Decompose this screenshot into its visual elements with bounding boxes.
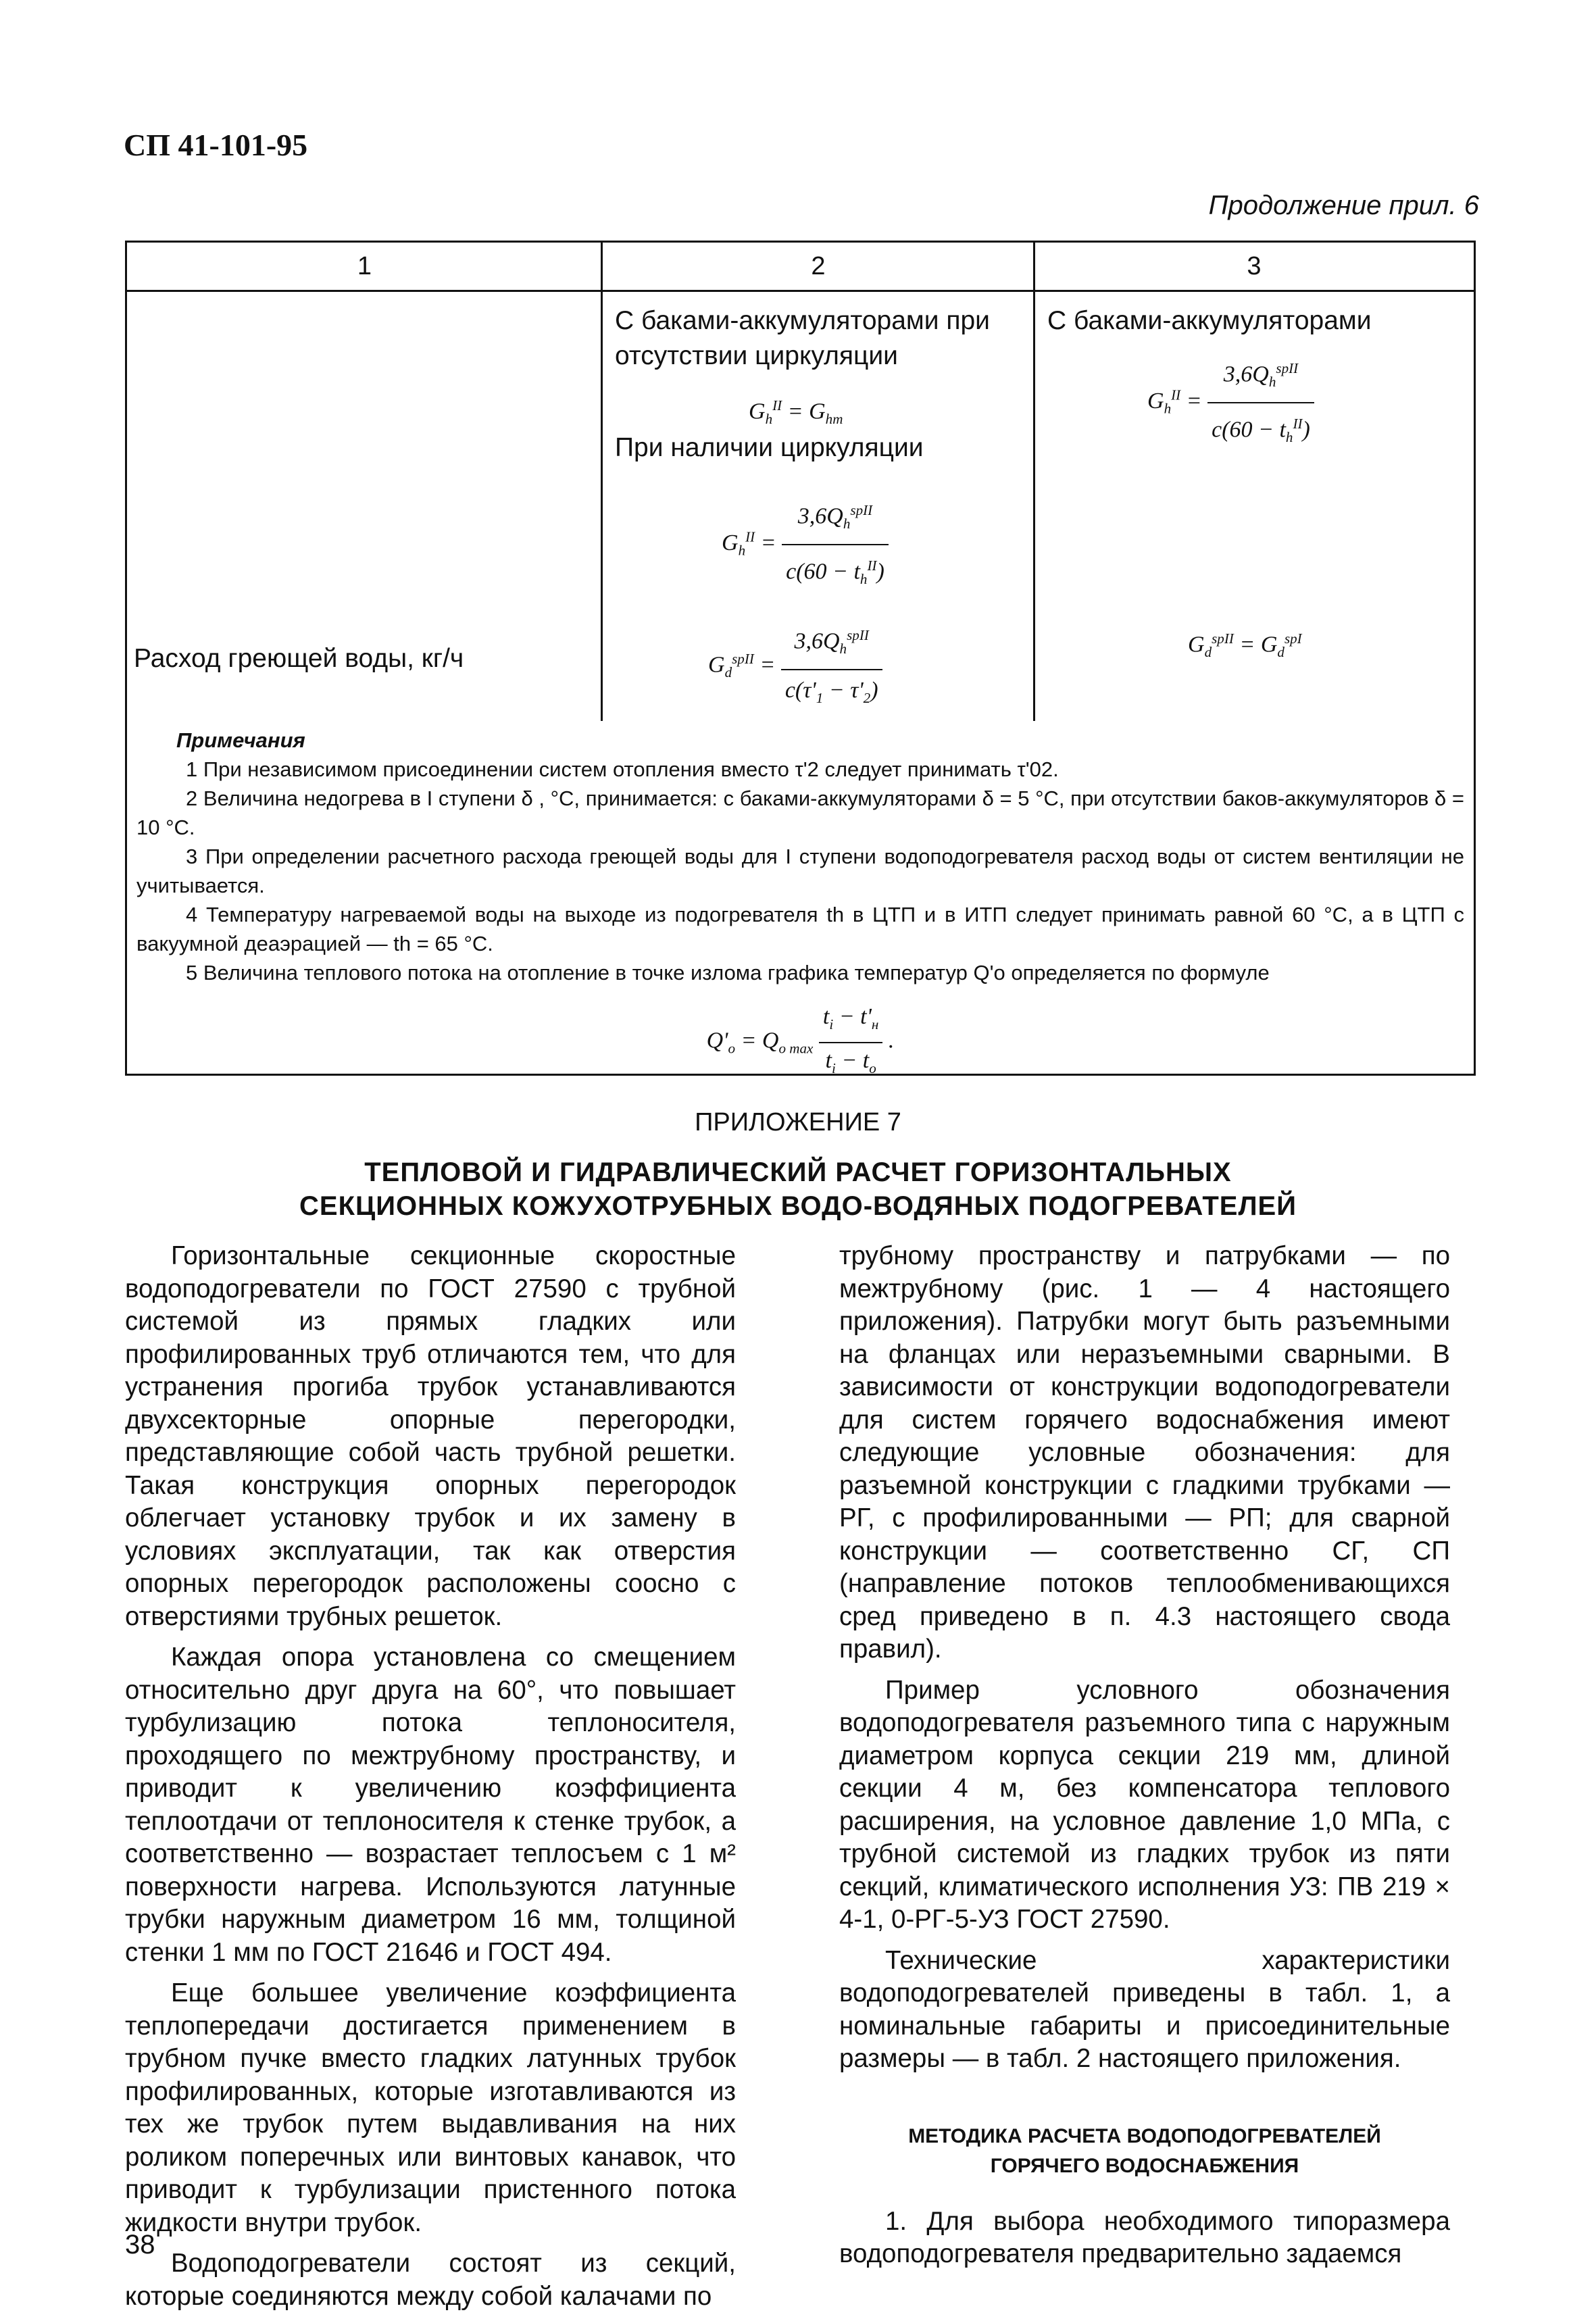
note-3: 3 При определении расчетного расхода греющей воды для I ступени водоподогревателя расход воды от систем вентиляции не учитывается. [136,845,1464,897]
note-2: 2 Величина недогрева в I ступени δ , °С, принимается: с баками-аккумуляторами δ = 5 °С, при отсутствии баков-аккумуляторов δ = 10 °С. [136,787,1464,839]
paragraph: Пример условного обозначения водоподогревателя разъемного типа с наружным диаметром корпуса секции 219 мм, длиной секции 4 м, без компенсатора теплового расширения, на условное давление 1,0 МПа, с трубной системой из гладких трубок из пяти секций, климатического исполнения УЗ: ПВ 219 × 4-1, 0-РГ-5-УЗ ГОСТ 27590. [839,1675,1450,1934]
note-1: 1 При независимом присоединении систем отопления вместо τ'2 следует принимать τ'02. [186,757,1059,781]
note-4: 4 Температуру нагреваемой воды на выходе из подогревателя th в ЦТП и в ИТП следует принимать равной 60 °С, а в ЦТП с вакуумной деаэрацией — th = 65 °С. [136,903,1464,955]
formula-gh-circulation: $G_h^{II}$ = $\frac{3,6Q_h^{spII}}{c(60 - t_h^{II})}$ [722,493,889,597]
continuation-label: Продолжение прил. 6 [1208,191,1479,220]
formula-qo: $Q'_o = Q_{o max}$ $\frac{t_i - t'_н}{t_i - t_o}$ . [127,1002,1474,1083]
formula-gh-equals-ghm: $G_h^{II} = G_{hm}$ [749,397,843,428]
paragraph: Горизонтальные секционные скоростные водоподогреватели по ГОСТ 27590 с трубной системой из прямых гладких или профилированных труб отличаются тем, что для устранения прогиба трубок устанавливаются двухсекторные опорные перегородки, представляющие собой часть трубной решетки. Такая конструкция опорных перегородок облегчает установку трубок и их замену в условиях эксплуатации, так как отверстия опорных перегородок расположены соосно с отверстиями трубных решеток. [125,1241,736,1631]
col3-text-1: С баками-аккумуляторами [1047,306,1372,335]
formula-gd-equals: $G_d^{spII} = G_d^{spI}$ [1188,630,1302,661]
paragraph: Водоподогреватели состоят из секций, которые соединяются между собой калачами по [125,2249,736,2311]
left-column [125,1240,736,2321]
document-code: СП 41-101-95 [124,128,308,162]
formula-gh-col3: $G_h^{II}$ = $\frac{3,6Q_h^{spII}}{c(60 - t_h^{II})}$ [1147,351,1314,455]
table [125,241,1476,1076]
subheading-line-1: МЕТОДИКА РАСЧЕТА ВОДОПОДОГРЕВАТЕЛЕЙ [908,2124,1381,2147]
title-line-1: ТЕПЛОВОЙ И ГИДРАВЛИЧЕСКИЙ РАСЧЕТ ГОРИЗОНТАЛЬНЫХ [364,1157,1232,1187]
col-header-1: 1 [357,252,372,280]
paragraph: Каждая опора установлена со смещением относительно друг друга на 60°, что повышает турбулизацию потока теплоносителя, проходящего по межтрубному пространству, и приводит к увеличению коэффициента теплоотдачи от теплоносителя к стенке трубок, а соответственно — возрастает теплосъем с 1 м² поверхности нагрева. Используются латунные трубки наружным диаметром 16 мм, толщиной стенки 1 мм по ГОСТ 21646 и ГОСТ 494. [125,1643,736,1967]
divider [601,243,603,721]
notes-title: Примечания [176,728,305,752]
col-header-2: 2 [811,252,826,280]
col2-text-1: С баками-аккумуляторами при отсутствии циркуляции [615,306,990,370]
paragraph: Еще большее увеличение коэффициента теплопередачи достигается применением в трубном пучке вместо гладких латунных трубок профилированных, которые изготавливаются из тех же трубок путем выдавливания на них роликом поперечных или винтовых канавок, что приводит к турбулизации пристенного потока жидкости внутри трубок. [125,1978,736,2237]
paragraph: трубному пространству и патрубками — по межтрубному (рис. 1 — 4 настоящего приложения). Патрубки могут быть разъемными на фланцах или неразъемными сварными. В зависимости от конструкции водоподогреватели для систем горячего водоснабжения имеют следующие условные обозначения: для разъемной конструкции с гладкими трубками — РГ, с профилированными — РП; для сварной конструкции — соответственно СГ, СП (направление потоков теплообменивающихся сред приведено в п. 4.3 настоящего свода правил). [839,1241,1450,1664]
paragraph: Технические характеристики водоподогревателей приведены в табл. 1, а номинальные габариты и присоединительные размеры — в табл. 2 настоящего приложения. [839,1945,1450,2073]
page-number: 38 [125,2230,155,2260]
table-header [127,243,1474,292]
right-column [839,1240,1450,2279]
paragraph: 1. Для выбора необходимого типоразмера водоподогревателя предварительно задаемся [839,2206,1450,2268]
appendix-label: ПРИЛОЖЕНИЕ 7 [695,1108,901,1137]
row-label: Расход греющей воды, кг/ч [134,644,464,673]
appendix-title [0,1155,1596,1223]
note-5: 5 Величина теплового потока на отопление в точке излома графика температур Q'o определяется по формуле [186,961,1270,984]
notes [127,726,1474,1083]
divider [1033,243,1035,721]
title-line-2: СЕКЦИОННЫХ КОЖУХОТРУБНЫХ ВОДО-ВОДЯНЫХ ПОДОГРЕВАТЕЛЕЙ [299,1191,1297,1221]
formula-gd-spII: $G_d^{spII}$ = $\frac{3,6Q_h^{spII}}{c(\tau'_1 - \tau'_2)}$ [708,618,882,716]
section-subheading [839,2122,1450,2181]
col-header-3: 3 [1247,252,1262,280]
col2-text-2: При наличии циркуляции [615,433,924,462]
subheading-line-2: ГОРЯЧЕГО ВОДОСНАБЖЕНИЯ [990,2154,1299,2177]
